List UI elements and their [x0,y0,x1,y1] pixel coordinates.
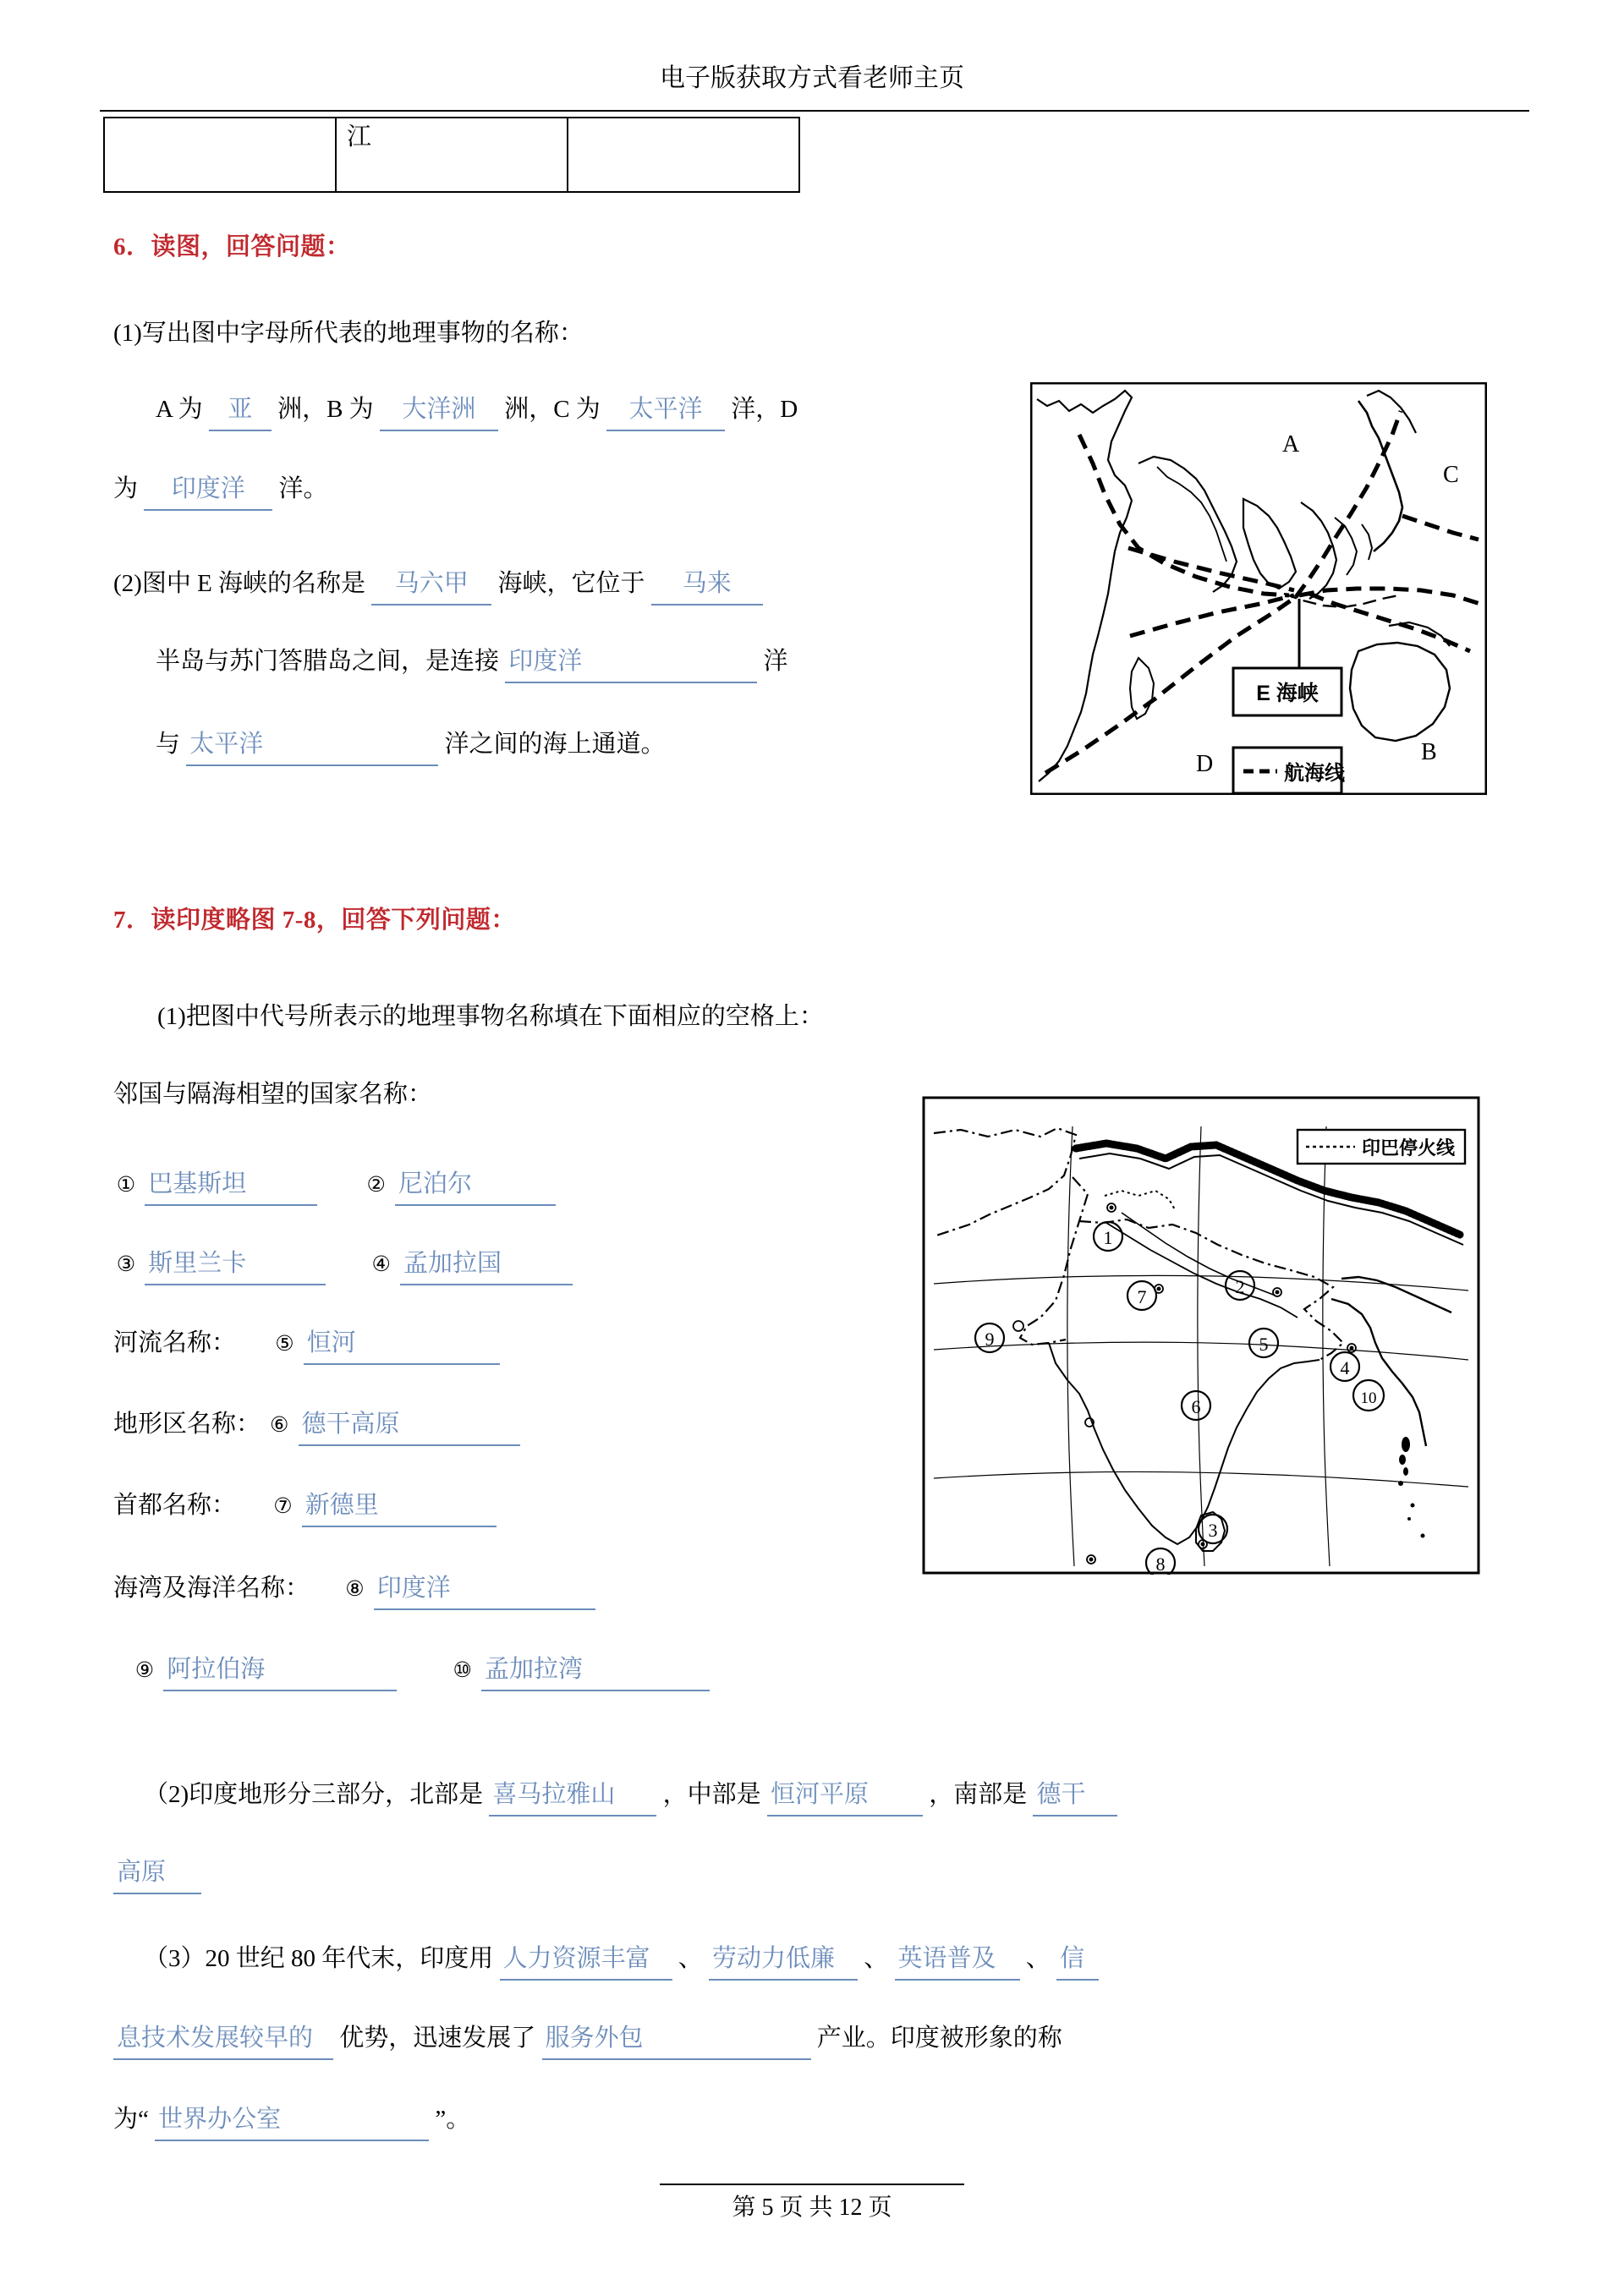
svg-text:D: D [1196,751,1214,777]
answer-d[interactable]: 印度洋 [144,470,272,511]
header-divider [100,110,1529,112]
answer-sea-10[interactable]: 孟加拉湾 [481,1651,710,1691]
svg-text:4: 4 [1340,1357,1350,1378]
q7p3-sep2: 、 [864,1945,889,1972]
answer-advantage-4-cont[interactable]: 息技术发展较早的 [113,2019,333,2060]
answer-advantage-1[interactable]: 人力资源丰富 [500,1940,672,1981]
answer-landform[interactable]: 德干高原 [299,1406,520,1446]
marker-1: ① [116,1174,136,1197]
answer-north-landform[interactable]: 喜马拉雅山 [489,1776,656,1817]
marker-8: ⑧ [345,1578,365,1601]
table-row [104,118,799,192]
marker-2: ② [366,1174,386,1197]
q7p3-prefix: （3）20 世纪 80 年代末，印度用 [144,1945,494,1972]
marker-6: ⑥ [270,1414,289,1437]
answer-nickname[interactable]: 世界办公室 [155,2101,429,2141]
question-7-item-row-2 [113,1245,573,1285]
svg-text:航海线: 航海线 [1284,762,1345,785]
answer-sea-8[interactable]: 印度洋 [374,1570,595,1610]
answer-advantage-3[interactable]: 英语普及 [895,1940,1020,1981]
world-ocean-shipping-route-map [1030,382,1487,795]
svg-text:2: 2 [1235,1276,1245,1297]
question-7-river-row [113,1324,500,1365]
answer-advantage-2[interactable]: 劳动力低廉 [709,1940,858,1981]
marker-4: ④ [371,1253,391,1276]
page-footer: 第 5 页 共 12 页 [732,2195,892,2221]
question-7-capital-row [113,1487,497,1527]
sea-label: 海湾及海洋名称： [113,1575,310,1602]
svg-text:6: 6 [1191,1396,1201,1417]
answer-advantage-4[interactable]: 信 [1056,1940,1099,1981]
q6p2-l3-prefix: 与 [156,731,181,758]
suffix-b: 洲，C 为 [504,396,601,423]
svg-text:9: 9 [985,1329,995,1350]
answer-a[interactable]: 亚 [209,391,272,431]
q6p2-mid: 海峡，它位于 [497,570,645,597]
answer-c[interactable]: 太平洋 [606,391,725,431]
answer-capital[interactable]: 新德里 [302,1487,497,1527]
q7p3-sep3: 、 [1025,1945,1051,1972]
answer-sea-9[interactable]: 阿拉伯海 [163,1651,397,1691]
question-6-answer-line-1 [156,391,798,431]
table-cell-3 [568,118,799,192]
q7p3-mid1: 优势，迅速发展了 [339,2025,536,2052]
q7p2-prefix: （2)印度地形分三部分，北部是 [144,1781,484,1808]
svg-text:3: 3 [1208,1520,1218,1541]
question-6-part2-line-1 [113,565,763,606]
question-7-part2-line-1 [144,1776,1117,1817]
table-fragment [103,117,800,193]
question-7-sea-row-2 [132,1651,710,1691]
q6p2-l2-prefix: 半岛与苏门答腊岛之间，是连接 [156,648,500,675]
river-label: 河流名称： [113,1329,237,1356]
capital-label: 首都名称： [113,1492,237,1519]
svg-text:10: 10 [1360,1389,1377,1407]
svg-text:B: B [1421,739,1437,765]
answer-industry[interactable]: 服务外包 [542,2019,811,2060]
prefix-d: 为 [113,475,139,502]
answer-ocean-1[interactable]: 印度洋 [505,643,757,683]
marker-5: ⑤ [275,1333,294,1356]
table-cell-2: 江 [336,118,568,192]
table-cell-1 [104,118,336,192]
answer-country-2[interactable]: 尼泊尔 [395,1165,556,1206]
question-7-part3-line-2 [113,2019,1062,2060]
suffix-c: 洋，D [731,396,798,423]
answer-ocean-2[interactable]: 太平洋 [186,726,438,766]
question-7-heading: 7．读印度略图 7-8，回答下列问题： [113,907,516,934]
question-7-part3-line-1 [144,1940,1099,1981]
svg-text:C: C [1443,462,1459,488]
question-7-landform-row [113,1406,520,1446]
question-7-neighbors-label: 邻国与隔海相望的国家名称： [113,1081,433,1108]
marker-9: ⑨ [134,1659,155,1682]
label-a: A 为 [156,396,203,423]
answer-strait-name[interactable]: 马六甲 [371,565,491,606]
marker-3: ③ [116,1253,136,1276]
question-6-part2-line-2 [156,643,788,683]
answer-central-landform[interactable]: 恒河平原 [767,1776,923,1817]
svg-text:1: 1 [1103,1227,1113,1248]
answer-b[interactable]: 大洋洲 [380,391,498,431]
svg-text:A: A [1282,431,1300,458]
page-header-note: 电子版获取方式看老师主页 [660,64,964,92]
svg-text:8: 8 [1155,1553,1166,1575]
landform-label: 地形区名称： [113,1411,261,1438]
q7p3-l3-suffix: ”。 [435,2106,471,2133]
question-6-part1-prompt: (1)写出图中字母所代表的地理事物的名称： [113,320,584,347]
answer-peninsula[interactable]: 马来 [651,565,763,606]
marker-10: ⑩ [453,1659,472,1682]
question-7-part2-line-2 [113,1854,201,1894]
suffix-a: 洲，B 为 [277,396,374,423]
answer-country-4[interactable]: 孟加拉国 [400,1245,573,1285]
q7p2-mid1: ，中部是 [662,1781,761,1808]
question-7-sea-row [113,1570,595,1610]
answer-south-landform[interactable]: 德干 [1033,1776,1117,1817]
q7p3-sep1: 、 [678,1945,703,1972]
question-6-heading: 6．读图，回答问题： [113,233,351,260]
answer-country-1[interactable]: 巴基斯坦 [145,1165,317,1206]
q7p2-mid2: ，南部是 [929,1781,1028,1808]
answer-river[interactable]: 恒河 [304,1324,500,1365]
svg-text:印巴停火线: 印巴停火线 [1362,1137,1456,1159]
question-7-part3-line-3 [113,2101,470,2141]
q7p3-mid2: 产业。印度被形象的称 [816,2025,1062,2052]
question-6-part2-line-3 [156,726,666,766]
svg-text:5: 5 [1259,1334,1269,1355]
q6p2-l2-suffix: 洋 [763,648,788,675]
question-7-part1-prompt: (1)把图中代号所表示的地理事物名称填在下面相应的空格上： [157,1003,824,1030]
q7p3-l3-prefix: 为“ [113,2106,149,2133]
svg-text:E 海峡: E 海峡 [1256,682,1319,705]
suffix-d: 洋。 [278,475,328,502]
india-sketch-map [922,1096,1480,1575]
answer-country-3[interactable]: 斯里兰卡 [145,1245,326,1285]
marker-7: ⑦ [273,1495,293,1518]
q6p2-l3-suffix: 洋之间的海上通道。 [444,731,666,758]
footer-divider [660,2184,964,2185]
svg-text:7: 7 [1137,1286,1147,1307]
answer-south-landform-cont[interactable]: 高原 [113,1854,201,1894]
question-7-item-row-1 [113,1165,556,1206]
q6p2-prefix: (2)图中 E 海峡的名称是 [113,570,366,597]
question-6-answer-line-2 [113,470,328,511]
